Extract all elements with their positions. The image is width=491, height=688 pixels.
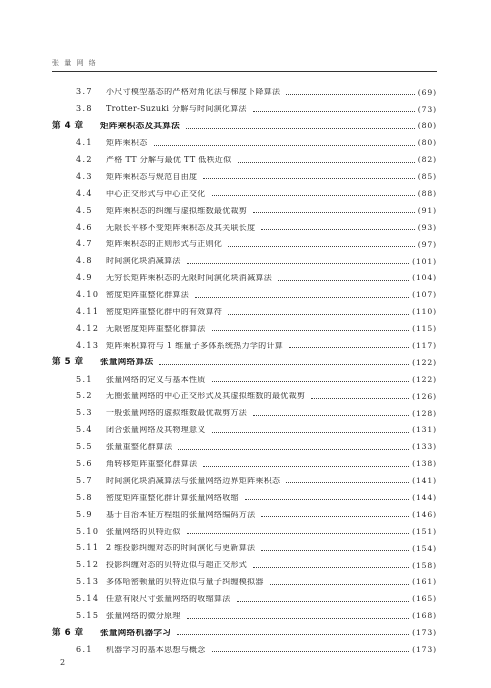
- toc-entry-number: 5.10: [76, 526, 100, 536]
- toc-entry-title: 密度矩阵重整化群计算张量网络收缩: [106, 493, 239, 502]
- toc-entry-title: 基于自治本征方程组的张量网络编码方法: [106, 510, 256, 519]
- toc-entry-number: 5.6: [76, 459, 93, 469]
- header-rule: [52, 71, 437, 72]
- toc-entry-page: (154): [412, 543, 437, 553]
- toc-entry-page: (85): [417, 172, 437, 182]
- toc-entry-page: (110): [412, 307, 437, 317]
- dot-leader: [289, 347, 409, 348]
- toc-section-entry[interactable]: [52, 523, 437, 540]
- toc-entry-title: 张量重整化群算法: [106, 443, 173, 452]
- toc-entry-title: 矩阵乘积态及其算法: [100, 121, 181, 131]
- toc-entry-number: 第 5 章: [52, 357, 84, 368]
- toc-entry-title: 机器学习的基本思想与概念: [106, 645, 206, 654]
- toc-entry-number: 5.2: [76, 391, 93, 401]
- toc-section-entry[interactable]: [52, 202, 437, 219]
- dot-leader: [237, 601, 410, 602]
- dot-leader: [278, 280, 409, 281]
- toc-entry-number: 5.5: [76, 442, 93, 452]
- toc-entry-page: (168): [412, 611, 437, 621]
- toc-entry-number: 5.13: [76, 577, 100, 587]
- toc-entry-number: 第 4 章: [52, 120, 84, 131]
- toc-entry-page: (173): [412, 645, 437, 655]
- toc-section-entry[interactable]: [52, 253, 437, 270]
- toc-entry-title: 矩阵乘积态: [106, 139, 148, 148]
- toc-section-entry[interactable]: [52, 439, 437, 456]
- toc-entry-page: (73): [417, 104, 437, 114]
- toc-entry-page: (138): [412, 459, 437, 469]
- toc-entry-number: 4.5: [76, 205, 93, 215]
- toc-entry-number: 5.15: [76, 611, 100, 621]
- toc-entry-title: 张量网络的定义与基本性质: [106, 375, 206, 384]
- toc-entry-page: (165): [412, 594, 437, 604]
- toc-section-entry[interactable]: [52, 287, 437, 304]
- toc-entry-number: 4.13: [76, 340, 100, 350]
- toc-entry-number: 5.12: [76, 560, 100, 570]
- toc-entry-number: 5.4: [76, 425, 93, 435]
- toc-section-entry[interactable]: [52, 320, 437, 337]
- toc-entry-number: 4.3: [76, 171, 93, 181]
- toc-entry-title: 张量网络的微分原理: [106, 612, 181, 621]
- toc-entry-number: 4.10: [76, 290, 100, 300]
- toc-entry-page: (91): [417, 205, 437, 215]
- toc-entry-title: 矩阵乘积态的纠缠与虚拟维数最优裁剪: [106, 206, 248, 215]
- dot-leader: [261, 516, 409, 517]
- toc-section-entry[interactable]: [52, 135, 437, 152]
- toc-entry-page: (80): [417, 138, 437, 148]
- toc-entry-page: (88): [417, 188, 437, 198]
- dot-leader: [212, 195, 415, 196]
- toc-entry-page: (161): [412, 577, 437, 587]
- toc-entry-title: 密度矩阵重整化群中的有效算符: [106, 308, 223, 317]
- toc-section-entry[interactable]: [52, 422, 437, 439]
- dot-leader: [159, 364, 409, 365]
- dot-leader: [177, 634, 409, 635]
- toc-section-entry[interactable]: [52, 388, 437, 405]
- dot-leader: [253, 111, 415, 112]
- toc-entry-page: (80): [417, 121, 437, 131]
- dot-leader: [245, 499, 409, 500]
- toc-entry-number: 5.7: [76, 475, 93, 485]
- toc-entry-page: (115): [412, 324, 437, 334]
- toc-entry-title: 无限密度矩阵重整化群算法: [106, 324, 206, 333]
- toc-entry-number: 3.7: [76, 87, 93, 97]
- toc-entry-title: 任意有限尺寸张量网络的收缩算法: [106, 595, 231, 604]
- dot-leader: [187, 618, 409, 619]
- toc-entry-page: (128): [412, 408, 437, 418]
- toc-entry-title: 时间演化块消减算法: [106, 257, 181, 266]
- toc-section-entry[interactable]: [52, 236, 437, 253]
- toc-entry-page: (117): [412, 341, 437, 350]
- toc-entry-title: 密度矩阵重整化群算法: [106, 291, 189, 300]
- toc-section-entry[interactable]: [52, 168, 437, 185]
- dot-leader: [186, 128, 415, 129]
- toc-entry-title: 张量网络的贝特近似: [106, 527, 181, 536]
- toc-entry-page: (131): [412, 425, 437, 435]
- dot-leader: [228, 314, 409, 315]
- toc-entry-number: 4.4: [76, 188, 93, 198]
- toc-entry-page: (93): [417, 222, 437, 232]
- toc-entry-title: 闭合张量网络及其物理意义: [106, 426, 206, 435]
- toc-chapter-entry[interactable]: [52, 118, 437, 135]
- toc-entry-title: 角转移矩阵重整化群算法: [106, 460, 198, 469]
- dot-leader: [253, 567, 409, 568]
- table-of-contents: [52, 84, 437, 658]
- toc-entry-title: 矩阵乘积态与规范自由度: [106, 172, 198, 181]
- toc-entry-title: 投影纠缠对态的贝特近似与超正交形式: [106, 561, 248, 570]
- toc-section-entry[interactable]: [52, 270, 437, 287]
- toc-entry-title: 一般张量网络的虚拟维数最优裁剪方法: [106, 409, 248, 418]
- toc-entry-number: 5.9: [76, 509, 93, 519]
- dot-leader: [203, 466, 409, 467]
- toc-entry-number: 4.11: [76, 307, 100, 317]
- page-number: 2: [60, 658, 66, 667]
- toc-entry-page: (144): [412, 493, 437, 503]
- dot-leader: [212, 330, 409, 331]
- toc-chapter-entry[interactable]: [52, 625, 437, 642]
- toc-entry-title: 无穷长矩阵乘积态的无限时间演化块消减算法: [106, 274, 272, 283]
- toc-section-entry[interactable]: [52, 371, 437, 388]
- dot-leader: [238, 162, 415, 163]
- toc-section-entry[interactable]: [52, 304, 437, 321]
- toc-entry-number: 5.3: [76, 408, 93, 418]
- toc-section-entry[interactable]: [52, 506, 437, 523]
- toc-entry-title: 张量网络算法: [100, 358, 154, 367]
- toc-section-entry[interactable]: [52, 337, 437, 354]
- toc-section-entry[interactable]: [52, 152, 437, 169]
- toc-entry-number: 4.1: [76, 138, 93, 148]
- dot-leader: [212, 651, 409, 652]
- dot-leader: [212, 432, 409, 433]
- toc-section-entry[interactable]: [52, 185, 437, 202]
- toc-section-entry[interactable]: [52, 608, 437, 625]
- toc-entry-page: (104): [412, 273, 437, 283]
- dot-leader: [261, 550, 409, 551]
- dot-leader: [212, 381, 409, 382]
- dot-leader: [261, 229, 414, 230]
- toc-entry-title: 时间演化块消减算法与张量网络边界矩阵乘积态: [106, 476, 281, 485]
- dot-leader: [187, 263, 409, 264]
- dot-leader: [195, 297, 409, 298]
- toc-entry-title: 张量网络机器学习: [100, 628, 172, 638]
- dot-leader: [228, 246, 415, 247]
- toc-section-entry[interactable]: [52, 574, 437, 591]
- toc-section-entry[interactable]: [52, 84, 437, 101]
- dot-leader: [286, 482, 409, 483]
- toc-entry-title: 严格 TT 分解与最优 TT 低秩近似: [106, 156, 232, 164]
- toc-section-entry[interactable]: [52, 219, 437, 236]
- toc-entry-title: 2 维投影纠缠对态的时间演化与更新算法: [106, 544, 256, 553]
- dot-leader: [203, 178, 414, 179]
- toc-entry-page: (158): [412, 560, 437, 570]
- toc-entry-number: 3.8: [76, 104, 93, 114]
- toc-section-entry[interactable]: [52, 456, 437, 473]
- toc-entry-page: (122): [412, 374, 437, 384]
- toc-chapter-entry[interactable]: [52, 354, 437, 371]
- toc-entry-number: 6.1: [76, 644, 93, 654]
- toc-section-entry[interactable]: [52, 540, 437, 557]
- running-head: 张 量 网 络: [52, 59, 98, 67]
- toc-entry-title: 中心正交形式与中心正交化: [106, 189, 206, 198]
- dot-leader: [311, 398, 409, 399]
- toc-entry-page: (141): [412, 476, 437, 486]
- toc-entry-page: (107): [412, 290, 437, 300]
- toc-entry-page: (146): [412, 509, 437, 519]
- toc-entry-number: 4.12: [76, 323, 100, 333]
- dot-leader: [178, 449, 409, 450]
- toc-entry-number: 第 6 章: [52, 627, 84, 638]
- toc-entry-number: 5.1: [76, 374, 93, 384]
- toc-entry-title: 小尺寸模型基态的严格对角化法与梯度下降算法: [106, 88, 281, 97]
- toc-entry-page: (133): [412, 442, 437, 452]
- toc-section-entry[interactable]: [52, 472, 437, 489]
- toc-entry-number: 5.11: [76, 543, 100, 553]
- toc-entry-title: Trotter-Suzuki 分解与时间演化算法: [106, 105, 247, 114]
- toc-entry-number: 5.14: [76, 594, 100, 604]
- toc-entry-title: 矩阵乘积算符与 1 维量子多体系统热力学的计算: [106, 341, 284, 350]
- toc-entry-page: (126): [412, 391, 437, 401]
- toc-section-entry[interactable]: [52, 591, 437, 608]
- dot-leader: [270, 584, 409, 585]
- toc-entry-page: (97): [417, 239, 437, 249]
- toc-entry-page: (151): [412, 526, 437, 536]
- toc-section-entry[interactable]: [52, 405, 437, 422]
- toc-section-entry[interactable]: [52, 101, 437, 118]
- dot-leader: [253, 212, 415, 213]
- toc-entry-page: (122): [412, 357, 437, 367]
- toc-entry-title: 无限长平移不变矩阵乘积态及其关联长度: [106, 223, 256, 232]
- dot-leader: [286, 94, 414, 95]
- toc-section-entry[interactable]: [52, 641, 437, 658]
- toc-section-entry[interactable]: [52, 489, 437, 506]
- toc-entry-page: (82): [417, 155, 437, 165]
- toc-entry-title: 多体哈密顿量的贝特近似与量子纠缠模拟器: [106, 578, 264, 587]
- dot-leader: [253, 415, 409, 416]
- toc-entry-page: (173): [412, 628, 437, 638]
- toc-entry-number: 5.8: [76, 492, 93, 502]
- toc-entry-title: 无圈张量网络的中心正交形式及其虚拟维数的最优裁剪: [106, 392, 306, 401]
- toc-entry-title: 矩阵乘积态的正则形式与正则化: [106, 240, 223, 249]
- toc-section-entry[interactable]: [52, 557, 437, 574]
- toc-entry-number: 4.7: [76, 239, 93, 249]
- toc-entry-page: (101): [412, 256, 437, 266]
- toc-entry-number: 4.8: [76, 256, 93, 266]
- dot-leader: [187, 533, 409, 534]
- dot-leader: [154, 145, 415, 146]
- toc-entry-page: (69): [417, 87, 437, 97]
- toc-entry-number: 4.6: [76, 222, 93, 232]
- toc-entry-number: 4.2: [76, 155, 93, 164]
- toc-entry-number: 4.9: [76, 273, 93, 283]
